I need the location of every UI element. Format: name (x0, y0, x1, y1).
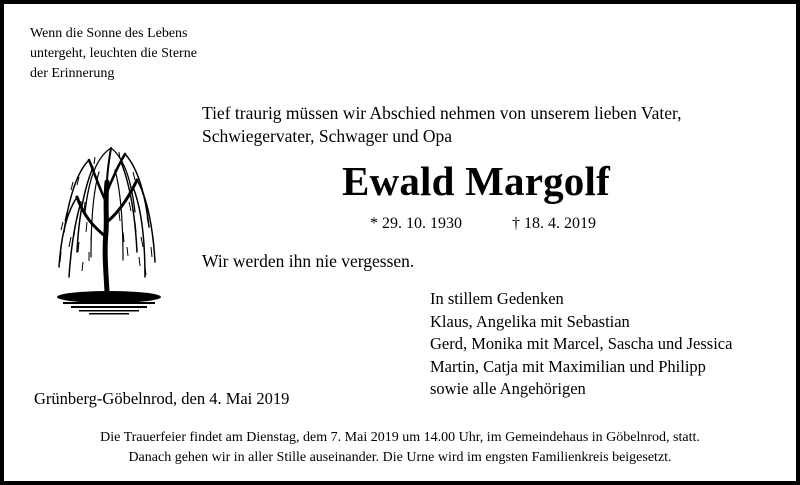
mourners-list (430, 288, 732, 401)
mourners-line: In stillem Gedenken (430, 289, 564, 308)
intro-line: Schwiegervater, Schwager und Opa (202, 126, 453, 146)
mourners-line: Gerd, Monika mit Marcel, Sascha und Jessica (430, 334, 733, 353)
birth-date: * 29. 10. 1930 (370, 215, 462, 232)
funeral-line: Die Trauerfeier findet am Dienstag, dem 7. Mai 2019 um 14.00 Uhr, im Gemeindehaus in Göbelnrod, statt. (100, 430, 700, 445)
funeral-line: Danach gehen wir in aller Stille auseinander. Die Urne wird im engsten Familienkreis beigesetzt. (128, 449, 672, 465)
weeping-willow-icon (49, 142, 169, 317)
mourners-line: sowie alle Angehörigen (430, 379, 586, 398)
motto-line: untergeht, leuchten die Sterne (30, 46, 197, 61)
funeral-info (4, 428, 796, 467)
motto-line: Wenn die Sonne des Lebens (30, 26, 188, 41)
mourners-line: Klaus, Angelika mit Sebastian (430, 311, 630, 331)
intro-line: Tief traurig müssen wir Abschied nehmen von unserem lieben Vater, (202, 103, 682, 123)
intro-text (202, 102, 681, 148)
motto (30, 24, 197, 84)
deceased-name: Ewald Margolf (342, 158, 610, 204)
mourners-line: Martin, Catja mit Maximilian und Philipp (430, 356, 706, 376)
death-date: † 18. 4. 2019 (512, 215, 596, 232)
place-date: Grünberg-Göbelnrod, den 4. Mai 2019 (34, 389, 290, 408)
motto-line: der Erinnerung (30, 66, 115, 81)
remembrance-text: Wir werden ihn nie vergessen. (202, 251, 415, 271)
